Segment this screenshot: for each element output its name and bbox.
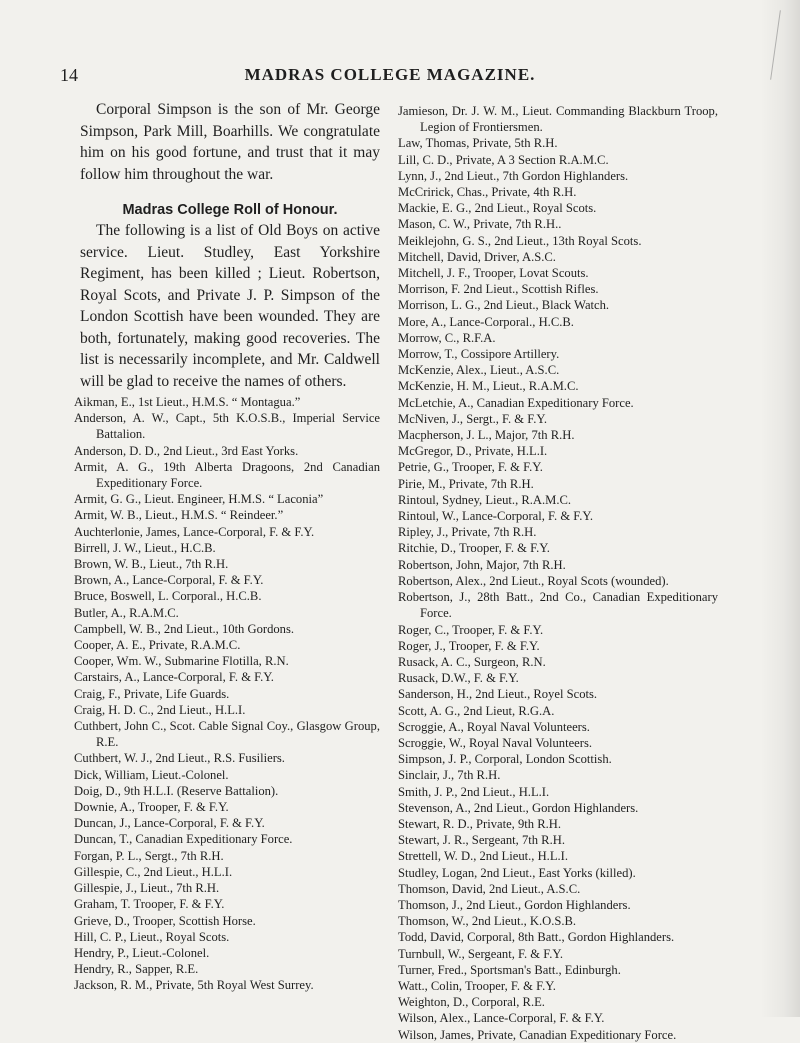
roll-entry: Gillespie, C., 2nd Lieut., H.L.I. — [74, 864, 233, 879]
roll-entry: Weighton, D., Corporal, R.E. — [398, 995, 545, 1010]
roll-entry: Craig, H. D. C., 2nd Lieut., H.L.I. — [74, 702, 246, 717]
roll-entry: Mitchell, J. F., Trooper, Lovat Scouts. — [398, 266, 589, 281]
roll-entry: Rintoul, Sydney, Lieut., R.A.M.C. — [398, 492, 572, 507]
roll-list-right — [398, 103, 718, 1043]
roll-entry: Brown, A., Lance-Corporal, F. & F.Y. — [74, 573, 264, 588]
roll-entry: Cooper, A. E., Private, R.A.M.C. — [74, 638, 241, 653]
roll-entry: Carstairs, A., Lance-Corporal, F. & F.Y. — [74, 670, 274, 685]
roll-entry: Wilson, James, Private, Canadian Expeditionary Force. — [398, 1027, 677, 1042]
roll-entry: Gillespie, J., Lieut., 7th R.H. — [74, 881, 220, 896]
roll-entry: Scott, A. G., 2nd Lieut, R.G.A. — [398, 703, 555, 718]
roll-entry: Studley, Logan, 2nd Lieut., East Yorks (killed). — [398, 865, 636, 880]
roll-entry: McNiven, J., Sergt., F. & F.Y. — [398, 411, 548, 426]
roll-intro-section — [80, 220, 380, 392]
roll-entry: Cooper, Wm. W., Submarine Flotilla, R.N. — [74, 654, 289, 669]
roll-entry: Watt., Colin, Trooper, F. & F.Y. — [398, 978, 556, 993]
roll-entry: Anderson, D. D., 2nd Lieut., 3rd East Yorks. — [74, 443, 299, 458]
roll-entry: McCririck, Chas., Private, 4th R.H. — [398, 185, 577, 200]
roll-entry: McGregor, D., Private, H.L.I. — [398, 444, 548, 459]
roll-entry: Mason, C. W., Private, 7th R.H.. — [398, 217, 562, 232]
roll-entry: Hill, C. P., Lieut., Royal Scots. — [74, 929, 230, 944]
roll-entry: Cuthbert, W. J., 2nd Lieut., R.S. Fusiliers. — [74, 751, 285, 766]
roll-entry: Smith, J. P., 2nd Lieut., H.L.I. — [398, 784, 550, 799]
roll-entry: Ritchie, D., Trooper, F. & F.Y. — [398, 541, 550, 556]
roll-entry: Hendry, P., Lieut.-Colonel. — [74, 945, 210, 960]
roll-entry: Rintoul, W., Lance-Corporal, F. & F.Y. — [398, 509, 594, 524]
roll-entry: More, A., Lance-Corporal., H.C.B. — [398, 314, 574, 329]
roll-entry: Robertson, Alex., 2nd Lieut., Royal Scots (wounded). — [398, 573, 669, 588]
roll-entry: McKenzie, H. M., Lieut., R.A.M.C. — [398, 379, 579, 394]
roll-entry: Petrie, G., Trooper, F. & F.Y. — [398, 460, 543, 475]
roll-entry: Strettell, W. D., 2nd Lieut., H.L.I. — [398, 849, 568, 864]
roll-of-honour-heading: Madras College Roll of Honour. — [122, 202, 338, 218]
roll-entry: Anderson, A. W., Capt., 5th K.O.S.B., Imperial Service Battalion. — [74, 411, 380, 442]
roll-entry: Rusack, A. C., Surgeon, R.N. — [398, 654, 546, 669]
roll-entry: Auchterlonie, James, Lance-Corporal, F. & F.Y. — [74, 524, 315, 539]
roll-entry: Turner, Fred., Sportsman's Batt., Edinburgh. — [398, 962, 621, 977]
roll-entry: Downie, A., Trooper, F. & F.Y. — [74, 800, 229, 815]
roll-entry: Mackie, E. G., 2nd Lieut., Royal Scots. — [398, 201, 597, 216]
roll-entry: Law, Thomas, Private, 5th R.H. — [398, 136, 558, 151]
left-column — [74, 99, 380, 994]
roll-entry: Birrell, J. W., Lieut., H.C.B. — [74, 540, 216, 555]
roll-entry: McKenzie, Alex., Lieut., A.S.C. — [398, 363, 560, 378]
roll-entry: Morrow, C., R.F.A. — [398, 330, 496, 345]
roll-entry: Lynn, J., 2nd Lieut., 7th Gordon Highlanders. — [398, 168, 629, 183]
roll-entry: Doig, D., 9th H.L.I. (Reserve Battalion). — [74, 783, 279, 798]
roll-list-left — [74, 394, 380, 994]
roll-entry: Morrison, F. 2nd Lieut., Scottish Rifles. — [398, 282, 599, 297]
roll-entry: Bruce, Boswell, L. Corporal., H.C.B. — [74, 589, 262, 604]
roll-entry: Robertson, John, Major, 7th R.H. — [398, 557, 566, 572]
roll-entry: Armit, A. G., 19th Alberta Dragoons, 2nd Canadian Expeditionary Force. — [74, 459, 380, 491]
roll-entry: Brown, W. B., Lieut., 7th R.H. — [74, 557, 229, 572]
roll-entry: Jamieson, Dr. J. W. M., Lieut. Commanding Blackburn Troop, Legion of Frontiersmen. — [398, 104, 718, 135]
roll-entry: Rusack, D.W., F. & F.Y. — [398, 671, 519, 686]
roll-entry: Jackson, R. M., Private, 5th Royal West Surrey. — [74, 978, 314, 993]
roll-entry: Dick, William, Lieut.-Colonel. — [74, 767, 229, 782]
roll-entry: Morrison, L. G., 2nd Lieut., Black Watch. — [398, 298, 610, 313]
intro-section — [80, 99, 380, 185]
roll-entry: Armit, W. B., Lieut., H.M.S. “ Reindeer.” — [74, 508, 284, 523]
page-edge-shadow — [760, 0, 800, 1017]
roll-entry: Mitchell, David, Driver, A.S.C. — [398, 249, 556, 264]
page-header — [60, 65, 720, 89]
roll-entry: Scroggie, A., Royal Naval Volunteers. — [398, 719, 590, 734]
page-number: 14 — [60, 65, 78, 85]
roll-entry: Wilson, Alex., Lance-Corporal, F. & F.Y. — [398, 1011, 605, 1026]
magazine-title: MADRAS COLLEGE MAGAZINE. — [244, 65, 536, 84]
roll-entry: Stewart, R. D., Private, 9th R.H. — [398, 816, 562, 831]
roll-entry: Duncan, T., Canadian Expeditionary Force. — [74, 832, 293, 847]
roll-entry: Ripley, J., Private, 7th R.H. — [398, 525, 537, 540]
roll-entry: Aikman, E., 1st Lieut., H.M.S. “ Montagua.” — [74, 395, 301, 409]
roll-entry: Campbell, W. B., 2nd Lieut., 10th Gordons. — [74, 621, 295, 636]
roll-entry: Grieve, D., Trooper, Scottish Horse. — [74, 913, 256, 928]
roll-entry: Stevenson, A., 2nd Lieut., Gordon Highlanders. — [398, 800, 639, 815]
intro-paragraph: Corporal Simpson is the son of Mr. George Simpson, Park Mill, Boarhills. We congratulate him on his good fortune, and trust that it may follow him throughout the war. — [80, 101, 380, 183]
roll-entry: Sanderson, H., 2nd Lieut., Royel Scots. — [398, 687, 598, 702]
roll-entry: Simpson, J. P., Corporal, London Scottish. — [398, 752, 612, 767]
roll-entry: McLetchie, A., Canadian Expeditionary Force. — [398, 395, 634, 410]
right-column — [398, 103, 718, 1043]
roll-entry: Roger, J., Trooper, F. & F.Y. — [398, 638, 540, 653]
roll-entry: Morrow, T., Cossipore Artillery. — [398, 347, 560, 362]
roll-entry: Todd, David, Corporal, 8th Batt., Gordon Highlanders. — [398, 930, 675, 945]
roll-entry: Lill, C. D., Private, A 3 Section R.A.M.C. — [398, 152, 609, 167]
roll-entry: Hendry, R., Sapper, R.E. — [74, 962, 199, 977]
roll-entry: Graham, T. Trooper, F. & F.Y. — [74, 897, 225, 912]
roll-entry: Craig, F., Private, Life Guards. — [74, 686, 230, 701]
roll-entry: Forgan, P. L., Sergt., 7th R.H. — [74, 848, 224, 863]
roll-entry: Scroggie, W., Royal Naval Volunteers. — [398, 735, 593, 750]
roll-entry: Thomson, J., 2nd Lieut., Gordon Highlanders. — [398, 897, 631, 912]
roll-entry: Armit, G. G., Lieut. Engineer, H.M.S. “ Laconia” — [74, 492, 324, 507]
roll-entry: Meiklejohn, G. S., 2nd Lieut., 13th Royal Scots. — [398, 233, 642, 248]
roll-entry: Macpherson, J. L., Major, 7th R.H. — [398, 428, 575, 443]
roll-entry: Butler, A., R.A.M.C. — [74, 605, 179, 620]
roll-intro-paragraph: The following is a list of Old Boys on active service. Lieut. Studley, East Yorkshire Regiment, has been killed ; Lieut. Robertson, Royal Scots, and Private J. P. Simpson of the London Scottish have been wounded. They are both, fortunately, making good recoveries. The list is necessarily incomplete, and Mr. Caldwell will be glad to receive the names of others. — [80, 222, 380, 390]
roll-entry: Duncan, J., Lance-Corporal, F. & F.Y. — [74, 816, 265, 831]
roll-entry: Pirie, M., Private, 7th R.H. — [398, 476, 534, 491]
roll-entry: Stewart, J. R., Sergeant, 7th R.H. — [398, 833, 565, 848]
roll-entry: Turnbull, W., Sergeant, F. & F.Y. — [398, 946, 564, 961]
roll-entry: Thomson, W., 2nd Lieut., K.O.S.B. — [398, 914, 577, 929]
roll-entry: Thomson, David, 2nd Lieut., A.S.C. — [398, 881, 581, 896]
roll-entry: Sinclair, J., 7th R.H. — [398, 768, 501, 783]
roll-entry: Roger, C., Trooper, F. & F.Y. — [398, 622, 544, 637]
roll-entry: Cuthbert, John C., Scot. Cable Signal Coy., Glasgow Group, R.E. — [74, 719, 380, 750]
roll-entry: Robertson, J., 28th Batt., 2nd Co., Canadian Expeditionary Force. — [398, 590, 718, 621]
